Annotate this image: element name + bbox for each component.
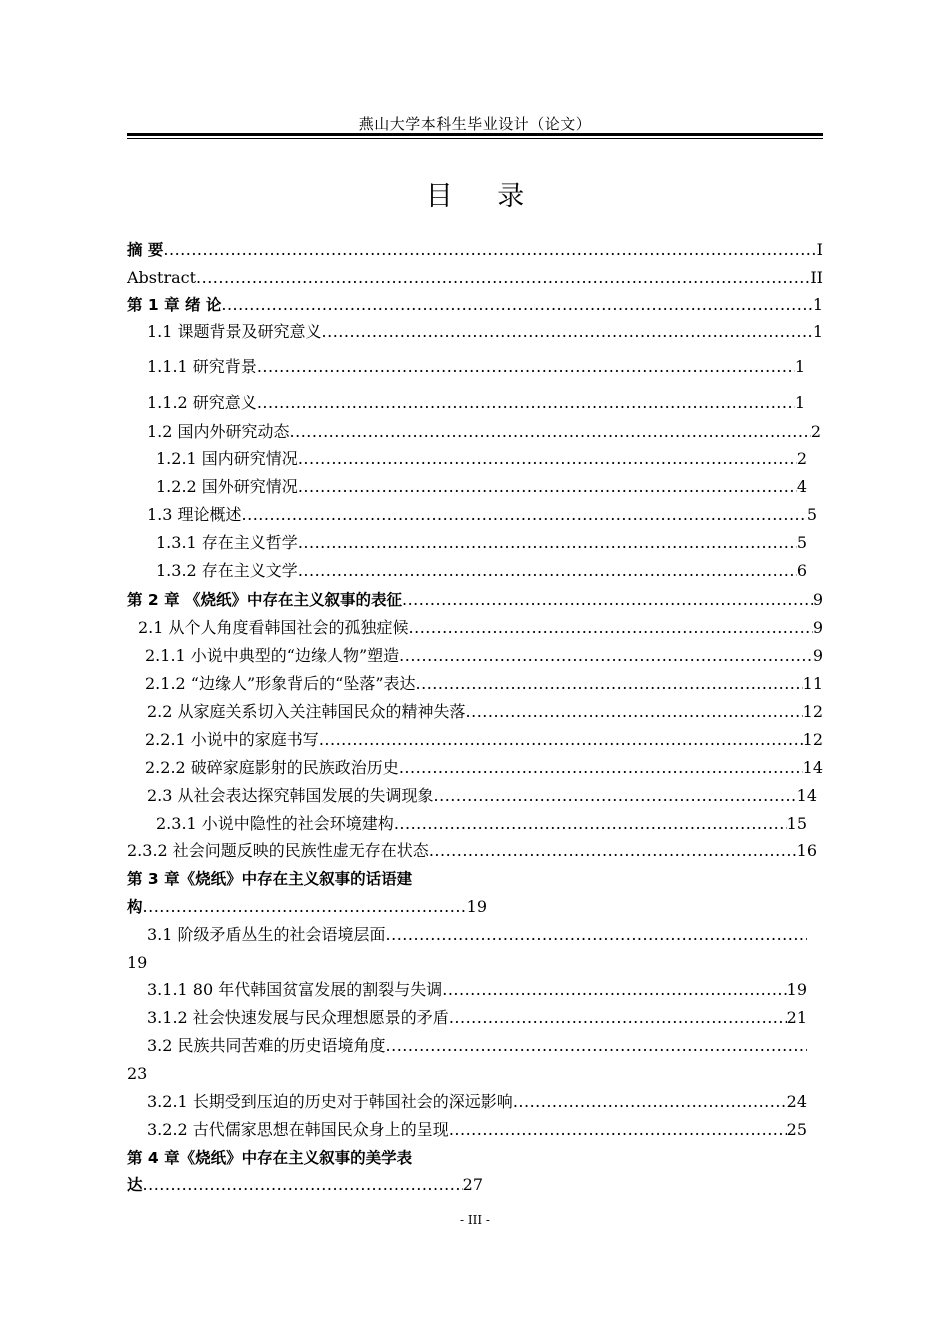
toc-entry-abstract-cn[interactable]	[127, 238, 823, 262]
toc-entry-1-1-1[interactable]	[147, 355, 805, 379]
toc-leader	[143, 895, 467, 919]
toc-label: 第 1 章 绪 论	[127, 296, 222, 314]
toc-leader	[163, 238, 816, 262]
toc-leader	[196, 266, 810, 290]
toc-page: 15	[786, 814, 807, 833]
toc-label: 2.3 从社会表达探究韩国发展的失调现象	[147, 786, 434, 805]
toc-label: 2.3.2 社会问题反映的民族性虚无存在状态	[127, 841, 429, 860]
toc-label: 2.2.2 破碎家庭影射的民族政治历史	[145, 758, 399, 777]
toc-label: 摘 要	[127, 241, 164, 259]
toc-leader	[399, 644, 813, 668]
toc-label: 3.1 阶级矛盾丛生的社会语境层面	[147, 925, 386, 944]
toc-leader	[257, 355, 795, 379]
toc-entry-1-2-2[interactable]	[156, 475, 807, 499]
toc-label: 3.1.2 社会快速发展与民众理想愿景的矛盾	[147, 1008, 449, 1027]
toc-leader	[319, 728, 803, 752]
toc-entry-3-2-line2[interactable]: 23	[127, 1064, 148, 1083]
toc-page: 21	[786, 1008, 807, 1027]
toc-leader	[298, 447, 797, 471]
toc-page: 5	[796, 533, 807, 552]
toc-leader	[290, 420, 811, 444]
toc-page: 9	[812, 590, 823, 609]
toc-label: 2.1.1 小说中典型的“边缘人物”塑造	[145, 646, 400, 665]
toc-entry-1-1[interactable]	[147, 320, 823, 344]
toc-page: 24	[786, 1092, 807, 1111]
toc-leader	[242, 503, 807, 527]
toc-page: 6	[796, 561, 807, 580]
toc-entry-ch3-line1[interactable]: 第 3 章《烧纸》中存在主义叙事的话语建	[127, 870, 413, 888]
toc-page: 14	[796, 786, 817, 805]
toc-label: 2.1 从个人角度看韩国社会的孤独症候	[138, 618, 409, 637]
toc-entry-3-1-2[interactable]	[147, 1006, 807, 1030]
toc-entry-1-3-1[interactable]	[156, 531, 807, 555]
toc-label: 2.2.1 小说中的家庭书写	[145, 730, 319, 749]
toc-page: 12	[802, 702, 823, 721]
header-rule-thick	[127, 133, 823, 136]
toc-page: 1	[812, 322, 823, 341]
toc-entry-2-3[interactable]	[147, 784, 817, 808]
toc-leader	[298, 559, 797, 583]
toc-leader	[257, 391, 795, 415]
toc-page: 19	[466, 897, 487, 916]
toc-label: 2.3.1 小说中隐性的社会环境建构	[156, 814, 394, 833]
toc-leader	[434, 784, 797, 808]
toc-leader	[513, 1090, 787, 1114]
toc-page: 5	[806, 505, 817, 524]
toc-page: 19	[786, 980, 807, 999]
toc-entry-1-2-1[interactable]	[156, 447, 807, 471]
toc-page: I	[816, 240, 823, 259]
toc-label: 1.1.1 研究背景	[147, 357, 257, 376]
toc-label: 1.2 国内外研究动态	[147, 422, 290, 441]
toc-entry-2-3-1[interactable]	[156, 812, 807, 836]
toc-entry-ch4-line1[interactable]: 第 4 章《烧纸》中存在主义叙事的美学表	[127, 1149, 413, 1167]
toc-leader	[442, 978, 786, 1002]
toc-entry-2-2-2[interactable]	[145, 756, 823, 780]
toc-page: 14	[802, 758, 823, 777]
toc-entry-2-1-1[interactable]	[145, 644, 823, 668]
toc-entry-3-2-line1[interactable]	[147, 1034, 807, 1058]
toc-leader	[449, 1118, 787, 1142]
toc-page: 12	[802, 730, 823, 749]
toc-label: 3.1.1 80 年代韩国贫富发展的割裂与失调	[147, 980, 443, 999]
toc-leader	[386, 1034, 807, 1058]
toc-leader	[322, 320, 813, 344]
toc-label: 1.1.2 研究意义	[147, 393, 257, 412]
toc-label: 1.3.2 存在主义文学	[156, 561, 298, 580]
toc-entry-ch2[interactable]	[127, 588, 823, 612]
toc-leader	[143, 1173, 463, 1197]
toc-leader	[298, 531, 797, 555]
running-header: 燕山大学本科生毕业设计（论文）	[358, 115, 592, 133]
toc-entry-ch3-line2[interactable]	[127, 895, 487, 919]
toc-entry-3-2-1[interactable]	[147, 1090, 807, 1114]
toc-label: 3.2 民族共同苦难的历史语境角度	[147, 1036, 386, 1055]
toc-entry-2-2-1[interactable]	[145, 728, 823, 752]
toc-page: 2	[810, 422, 821, 441]
toc-page: 1	[812, 295, 823, 314]
toc-page: 16	[796, 841, 817, 860]
toc-label: 2.2 从家庭关系切入关注韩国民众的精神失落	[147, 702, 466, 721]
toc-label: 第 2 章 《烧纸》中存在主义叙事的表征	[127, 591, 402, 609]
toc-leader	[429, 839, 797, 863]
toc-label: 2.1.2 “边缘人”形象背后的“坠落”表达	[145, 674, 416, 693]
toc-entry-2-2[interactable]	[147, 700, 823, 724]
toc-entry-1-3[interactable]	[147, 503, 817, 527]
page-title: 目 录	[425, 181, 543, 212]
toc-entry-2-3-2[interactable]	[127, 839, 817, 863]
toc-leader	[402, 588, 813, 612]
toc-entry-1-2[interactable]	[147, 420, 821, 444]
toc-entry-3-1-1[interactable]	[147, 978, 807, 1002]
toc-label: 1.3 理论概述	[147, 505, 242, 524]
toc-entry-3-2-2[interactable]	[147, 1118, 807, 1142]
toc-label: Abstract	[127, 268, 197, 287]
toc-entry-1-1-2[interactable]	[147, 391, 805, 415]
toc-page: 1	[794, 393, 805, 412]
toc-entry-2-1-2[interactable]	[145, 672, 823, 696]
toc-label: 构	[127, 898, 143, 916]
toc-page: 1	[794, 357, 805, 376]
toc-page: 11	[802, 674, 823, 693]
toc-label: 1.3.1 存在主义哲学	[156, 533, 298, 552]
toc-entry-1-3-2[interactable]	[156, 559, 807, 583]
toc-page: II	[810, 268, 823, 287]
toc-label: 1.1 课题背景及研究意义	[147, 322, 322, 341]
toc-label: 达	[127, 1176, 143, 1194]
toc-leader	[386, 923, 807, 947]
toc-label: 3.2.2 古代儒家思想在韩国民众身上的呈现	[147, 1120, 449, 1139]
toc-leader	[416, 672, 803, 696]
toc-entry-3-1-line2[interactable]: 19	[127, 953, 148, 972]
toc-page: 9	[812, 646, 823, 665]
toc-leader	[298, 475, 797, 499]
toc-page: 9	[812, 618, 823, 637]
toc-label: 1.2.1 国内研究情况	[156, 449, 298, 468]
toc-leader	[399, 756, 803, 780]
toc-leader	[409, 616, 813, 640]
header-rule-thin	[127, 138, 823, 139]
toc-page: 27	[462, 1175, 483, 1194]
toc-label: 3.2.1 长期受到压迫的历史对于韩国社会的深远影响	[147, 1092, 513, 1111]
toc-page: 25	[786, 1120, 807, 1139]
toc-leader	[394, 812, 787, 836]
toc-leader	[449, 1006, 787, 1030]
toc-entry-3-1-line1[interactable]	[147, 923, 807, 947]
page-number: - III -	[460, 1213, 490, 1227]
toc-entry-abstract-en[interactable]	[127, 266, 823, 290]
toc-label: 1.2.2 国外研究情况	[156, 477, 298, 496]
toc-entry-ch4-line2[interactable]	[127, 1173, 483, 1197]
toc-entry-2-1[interactable]	[138, 616, 823, 640]
toc-entry-ch1[interactable]	[127, 293, 823, 317]
toc-leader	[221, 293, 812, 317]
toc-page: 2	[796, 449, 807, 468]
toc-leader	[466, 700, 803, 724]
toc-page: 4	[796, 477, 807, 496]
